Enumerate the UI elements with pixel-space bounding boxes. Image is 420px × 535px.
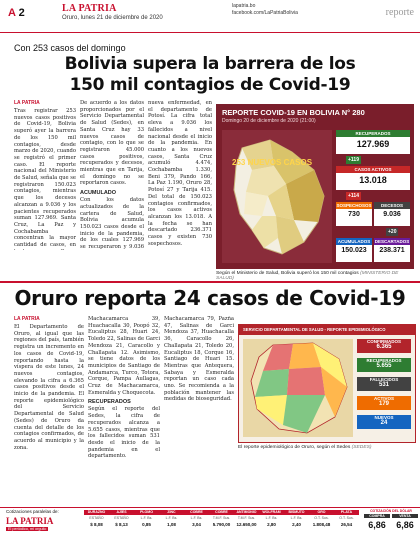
- deaths-value: 9.036: [383, 211, 401, 218]
- story2-caption-credit: (SEDES): [351, 445, 372, 450]
- report-title: SERVICIO DEPARTAMENTAL DE SALUD - REPORTE EPIDEMIOLÓGICO: [243, 327, 386, 332]
- quote-item: PLOMO L.F. Bs. 0,85: [134, 510, 159, 533]
- story1-column-3: [148, 100, 212, 250]
- quotes-title: Cotizaciones paralelas de:: [6, 509, 59, 514]
- stat-recovered: [357, 358, 411, 372]
- stat-deceased-label: FALLECIDOS: [369, 377, 399, 382]
- dollar-sell-label: VENTA: [392, 514, 418, 518]
- dollar-exchange-title: COTIZACIÓN DEL DÓLAR: [370, 509, 412, 513]
- oruro-epidemiological-report: [238, 324, 416, 443]
- recovered-value: 127.969: [356, 139, 390, 149]
- stat-active-value: 179: [378, 401, 389, 407]
- accumulated-value: 150.023: [341, 247, 367, 254]
- discarded-value: 238.371: [379, 247, 405, 254]
- story2-subhead: RECUPERADOS: [88, 399, 131, 406]
- stat-recovered-value: 5.655: [376, 363, 392, 369]
- stat-deceased-value: 531: [378, 382, 389, 388]
- quote-item: ZINC L.F. Bs. 1,08: [159, 510, 184, 533]
- story1-kicker: Con 253 casos del domingo: [14, 43, 126, 53]
- story1-col1-text: Tras registrar 253 nuevos casos positivos de Covid-19, Bolivia superó ayer la barrera de los 150 mil contagios, desde marzo de 2020, cuando se registró el primer caso. El reporte nacional del Ministerio de Salud, señala que se registraron 150.023 contagios, mientras que los decesos alcanzan a 9.036 y los pacientes recuperados suman 127.969. Santa Cruz, La Paz y Cochabamba concentran la mayor cantidad de casos, en: [14, 108, 76, 249]
- bolivia-map-icon: [222, 130, 332, 263]
- quotes-tagline: El periódico, mi orgullo: [8, 527, 47, 531]
- recovered-box: [336, 130, 410, 154]
- stat-confirmed: [357, 339, 411, 353]
- stat-deceased: [357, 377, 411, 391]
- quote-item: ORO O.T. Sus. 1.808,48: [309, 510, 334, 533]
- accumulated-box: [336, 238, 372, 262]
- story2-source: LA PATRIA: [14, 316, 40, 322]
- quotes-bar: [0, 507, 420, 535]
- new-cases-label: 253 NUEVOS CASOS: [232, 158, 313, 167]
- deaths-label: DECESOS: [374, 202, 410, 209]
- story2-column-2: [88, 316, 160, 502]
- quote-item: DURAZNO ESTAÑO $ 8,08: [84, 510, 109, 533]
- quote-item: COBRE L.F. Bs. 3,04: [184, 510, 209, 533]
- stat-new: [357, 415, 411, 429]
- dollar-buy-label: COMPRA: [364, 514, 390, 518]
- story1-subhead: ACUMULADO: [80, 190, 117, 197]
- header-rule: [0, 32, 420, 33]
- quotes-logo: LA PATRIA: [6, 516, 54, 526]
- suspect-value: 730: [348, 211, 360, 218]
- infographic-title: REPORTE COVID-19 EN BOLIVIA N° 280: [222, 108, 365, 117]
- story1-headline-line2: 150 mil contagios de Covid-19: [69, 75, 351, 95]
- accumulated-label: ACUMULADOS: [337, 239, 371, 244]
- quote-item: AJÍES ESTAÑO $ 8,13: [109, 510, 134, 533]
- stat-active-label: ACTIVOS: [373, 396, 394, 401]
- dollar-exchange: [364, 509, 418, 534]
- recovered-increase: +119: [348, 157, 359, 163]
- quote-item: BISMUTO L.F. Bs. 2,40: [284, 510, 309, 533]
- story1-headline-line1: Bolivia supera la barrera de los: [64, 54, 356, 74]
- quote-item: ANTIMONIO T.M.F. Sus. 12.650,00: [234, 510, 259, 533]
- story-separator: [0, 281, 420, 283]
- story1-caption-text: Según el Ministerio de Salud, Bolivia superó los 150 mil contagios: [216, 271, 359, 276]
- stat-new-label: NUEVOS: [374, 415, 394, 420]
- newspaper-logo: LA PATRIA: [62, 3, 117, 14]
- stat-active: [357, 396, 411, 410]
- stat-recovered-label: RECUPERADOS: [366, 358, 402, 363]
- discarded-box: [374, 238, 410, 262]
- story1-col3-text: nueva enfermedad, en el departamento de Potosí. La cifra total eleva a 9.036 los fallecidos a nivel nacional desde el inicio de la pandemia. En cuanto a los nuevos casos, Santa Cruz acumuló 4.474, Cochabamba 1.330, Beni 379, Pando 166, La Paz 1.190, Oruro 28, Potosí 27 y Tarija 415. Del total de 150.023 contagios confirmados, los casos activos alcanzan los 13.018. A la fecha se han descartado 236.371 casos y existen 730 sospechosos.: [148, 100, 212, 247]
- facebook-link[interactable]: facebook.com/LaPatriaBolivia: [232, 10, 298, 16]
- story2-headline: Oruro reporta 24 casos de Covid-19: [14, 286, 406, 310]
- quote-item: PLATA O.T. Sus. 26,54: [334, 510, 359, 533]
- covid-bolivia-infographic: [216, 104, 414, 269]
- story2-col2b-text: Según el reporte del Sedes, la cifra de recuperados alcanza a 5.655 casos, mientras que los fallecidos suman 531 desde el inicio de la pandemia en el departamento.: [88, 406, 160, 460]
- stat-confirmed-value: 6.365: [376, 344, 392, 350]
- story2-col1-text: El Departamento de Oruro, al igual que las regiones del país, también registra un incremento en los casos de Covid-19, reportando hasta la víspera de este lunes, 24 nuevos contagios, elevando la cifra a 6.365 casos positivos desde el inicio de la pandemia. El reporte epidemiológico del Servicio Departamental de Salud (Sedes) de Oruro da cuenta del detalle de los contagios confirmados, de acuerdo al municipio y la zona.: [14, 324, 84, 451]
- dollar-buy-value: 6,86: [368, 520, 386, 530]
- stat-confirmed-label: CONFIRMADOS: [367, 339, 401, 344]
- active-box: [336, 166, 410, 190]
- page-number: A 2: [8, 7, 25, 19]
- story1-col2-text: De acuerdo a los datos proporcionados por el Servicio Departamental de Salud (Sedes), en Santa Cruz hay 33 nuevos casos de contagio, con lo que se registraron 45.000 casos positivos, recuperados y decesos, mientras que en Tarija, el domingo no se reportaron casos.: [80, 100, 144, 187]
- story1-col2b-text: Con los datos actualizados de la cartera de Salud, Bolivia acumula 150.023 casos desde el inicio de la pandemia, de los cuales 127.969 se recuperaron y 9.036: [80, 197, 144, 250]
- story2-column-1: [14, 316, 84, 502]
- active-increase: +114: [348, 193, 359, 199]
- active-label: CASOS ACTIVOS: [336, 166, 410, 173]
- story1-source: LA PATRIA: [14, 100, 40, 106]
- oruro-map: [243, 339, 353, 437]
- discarded-label: DESCARTADOS: [374, 239, 410, 244]
- suspect-label: SOSPECHOSOS: [336, 203, 372, 208]
- story1-caption: [216, 271, 416, 281]
- active-value: 13.018: [359, 175, 387, 185]
- story2-caption: [238, 445, 416, 450]
- story1-caption-credit: (MINISTERIO DE SALUD): [216, 271, 399, 281]
- section-name: reporte: [385, 7, 414, 18]
- suspect-box: [336, 202, 372, 226]
- social-links: [232, 3, 298, 17]
- quote-item: COBRE T.M.F. Sus. 5.790,00: [209, 510, 234, 533]
- recovered-label: RECUPERADOS: [336, 130, 410, 137]
- story2-col3-text: Machacamarca 79, Pazña 47, Salinas de Garci Mendoza 37, Huachacalla 36, Caracollo 26, Challapata 21, Toledo 20, Eucaliptus 18, Corque 16, Santiago de Huari 15. Mientras que Antequera, Sabaya y Esmeralda reportan un caso cada uno. Se recomienda a la población mantener las medidas de bioseguridad.: [164, 316, 234, 403]
- oruro-map-icon: [243, 339, 353, 437]
- issue-date: Oruro, lunes 21 de diciembre de 2020: [62, 15, 163, 21]
- story1-column-1: [14, 100, 76, 250]
- bolivia-map: [222, 130, 332, 263]
- stat-new-value: 24: [380, 420, 388, 426]
- page-header: [0, 0, 420, 36]
- dollar-sell-value: 6,86: [396, 520, 414, 530]
- quote-item: WOLFRAM L.F. Bs. 2,80: [259, 510, 284, 533]
- story2-caption-text: El reporte epidemiológico de Oruro, según el Sedes: [238, 445, 351, 450]
- deaths-increase: +20: [388, 229, 397, 235]
- infographic-date: Domingo 20 de diciembre de 2020 (21:00): [222, 118, 316, 124]
- story2-col2-text: Machacamarca 39, Huachacalla 30, Poopó 32, Eucaliptus 28, Huari 24, Toledo 22, Salinas de Garci Mendoza 21, Caracollo y Challapata 12. Asimismo, se tiene datos de los municipios de Santiago de Andamarca, Turco, Totora, Corque, Pampa Aullagas, Cruz de Machacamarca, Esmeralda y Choquecota.: [88, 316, 160, 396]
- story2-column-3: [164, 316, 234, 502]
- story1-column-2: [80, 100, 144, 250]
- website-link[interactable]: lapatria.bo: [232, 3, 256, 9]
- deaths-box: [374, 202, 410, 226]
